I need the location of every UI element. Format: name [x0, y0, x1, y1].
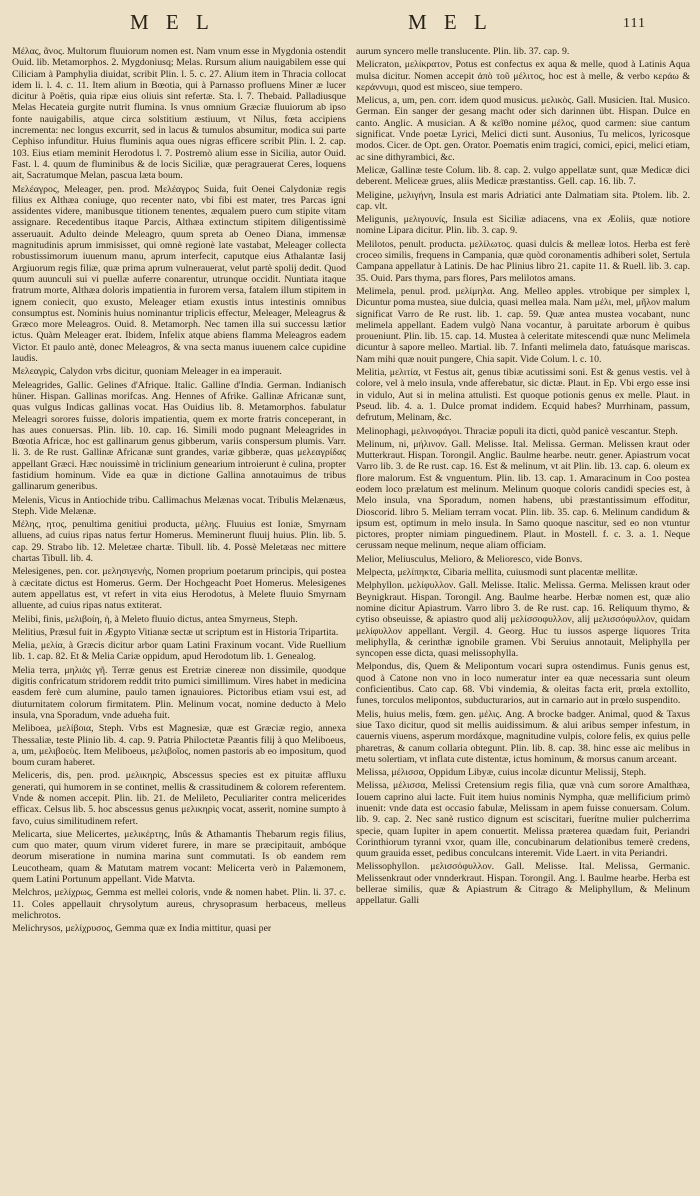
- dictionary-entry: Melphyllon. μελίφυλλον. Gall. Melisse. Italic. Melissa. Germa. Melissen kraut oder Beynigkraut. Hispan. Torongil. Ang. Baulme hearbe. Herbæ nomen est, quæ alio nomine dicitur Apiastrum. Varro libro 3. de Re rust. cap. 16. Reliquum thymo, & cytiso obseuisse, & apiastro quod alij μελίσσοφυλλον, alij μελισσόφυλλον, quidam μελίφυλλον appellant. Vergil. 4. Georg. Huc tu iussos asperge liquores Trita meliphylla, & cerinthæ ignobile gramen. Vbi Seruius annotauit, Meliphylla per syncopen esse dicta, quasi melissophylla.: [356, 580, 690, 660]
- dictionary-entry: Melenis, Vicus in Antiochide tribu. Callimachus Melænas vocat. Tribulis Melænæus, Steph. Vide Melænæ.: [12, 494, 346, 517]
- dictionary-entry: Melis, huius melis, fœm. gen. μέλις. Ang. A brocke badger. Animal, quod & Taxus siue Taxo dicitur, quod sit mellis auidissimum. & alui aribus semper infestum, in cauernis viuens, asperum mordáxque, magnitudine vulpis, colore felis, ex quius pelle pharetras, & canum collaria obtegunt. Plin. lib. 8. cap. 38. hinc esse aic melibus in metu solertiam, vt inflata cute distentæ, ictus hominum, & morsus canum arceant.: [356, 708, 690, 765]
- dictionary-entry: Melissophyllon. μελισσόφυλλον. Gall. Melisse. Ital. Melissa, Germanic. Melissenkraut oder vnnderkraut. Hispan. Torongil. Ang. l. Baulme hearbe. Herba est bellerae similis, quæ & Apiastrum & Citrago & Meliphyllum, & Melinum appellatur. Galli: [356, 861, 690, 907]
- dictionary-entry: Melchros, μελίχρως, Gemma est mellei coloris, vnde & nomen habet. Plin. li. 37. c. 11. Coles appellauit chrysolytum aureus, chrysoprasum herbaceus, melleus melichrotos.: [12, 887, 346, 921]
- dictionary-entry: aurum syncero melle translucente. Plin. lib. 37. cap. 9.: [356, 46, 570, 57]
- dictionary-entry: Melimela, penul. prod. μελίμηλα. Ang. Melleo apples. vtrobique per simplex l, Dicuntur poma mustea, siue dulcia, quasi mellea mala. Nam μέλι, mel, μῆλον malum significat Varro de Re rust. lib. 1. cap. 59. Quæ antea mustea vocabant, nunc melimela appellant. Eadem vulgò Nana vocantur, à paruitate arborum è quibus proueniunt. Plin. lib. 15. cap. 14. Mustea à celeritate mitescendi quæ nunc Melimela dicuntur à sapore melleo. Martial. lib. 7. Infanti melimela dato, fatuásque mariscas. Nam mihi quæ nouit pungere, Chia sapit. Vide Colum. l. c. 10.: [356, 285, 690, 365]
- dictionary-entry: Melicus, a, um, pen. corr. idem quod musicus. μελικὸς. Gall. Musicien. Ital. Musico. German. Ein sanger der gesang macht oder sich darinnen übt. Hispan. Dulce en canto. Anglic. A musician. A & κεῖθο nomine μέλος, quod carmen: siue cantum significat. Vnde poetæ Lyrici, Melici dicti sunt. Ausonius, Tu melicos, lyricosque modos. Cicer. de Opt. gen. Orator. Poematis enim tragici, comici, epici, melici etiam, ac sine dithyrambici, &c.: [356, 95, 690, 163]
- dictionary-entry: Μελέαγρος, Meleager, pen. prod. Μελέαγρος Suida, fuit Oenei Calydoniæ regis filius ex Althæa coniuge, quo recenter nato, vbi fibi est mater, tres Parcas igni assidentes videre, manibusque titionem tenentes, æqualem puero cum stipite vitam assignare. Recedentibus itaque Parcis, Althæa extinctum stipitem diligentissimè asseruauit. Adulto deinde Meleagro, quum spreta ab Oeneo Diana, immensæ magnitudinis aprum immisisset, qui omnè regionè late vastabat, Meleager collecta robustissimorum iuuenum manu, aprum interfecit, caputque eius Athalantæ Iasij Argiuorum regis filiæ, quæ prima aprum vulnerauerat, velut partè spolij dedit. Quod quum auunculi sui vi puellæ auferre conarentur, utrunque occidit. Nuntiata itaque fratrum morte, Althæa doloris impatientia in furorem versa, fatalem illum stipitem in ignem coniecit, quo exusto, Meleager etiam exustis intus intestinis omnibus consumptus est. Nominis huius nominantur triplicis effectur, Meleager, Meleagrus & Græco more Meleagros. Ouid. 8. Metamorph. Nec tamen illa sui successu lætior ictus. Quàm Meleager erat. Ibidem, Infelix atque abiens flamma Meleagros eadem Victor. Et paulo antè, donec Meleagros, & vna secta manus iuuenem calce cupidine laudis.: [12, 183, 346, 365]
- dictionary-entry: Μέλας, ᾶνος. Multorum fluuiorum nomen est. Nam vnum esse in Mygdonia ostendit Ouid. lib. Metamorphos. 2. Mygdoniusq; Melas. Rursum alium nauigabilem esse qui Ciliciam à Pamphylia diuidat, scribit Plin. l. 5. c. 27. Alium item in Thracia collocat idem li. l. 4. c. 11. Item alium in Bœotia, qui à Parnasso profluens Miner æ lucer dicitur à Poëtis, quia ripæ eius oliuis sint refertæ. Sta. l. 7. Thebaid. Palladiusque Melas Hecateia gurgite nutrit flumina. Is vnus omnium Græciæ fluuiorum ab ipso fonte nauigabilis, atque circa solstitium æstiuum, vt Nilus, fœta accipiens incrementa: nec longus excurrit, sed in lacus & tumulos absumitur, modica sui parte Cephiso infunditur. Huius fluminis aqua oues nigras efficere scribit Plin. l. 2. cap. 103. Eius etiam meminit Herodotus l. 7. Postremò alium esse in Sicilia, autor Ouid. Fast. l. 4. quum de fluminibus & de locis Siciliæ, quæ peragrauerat Ceres, loquens ait, Sacratumque Melan, pascua læta boum.: [12, 46, 346, 182]
- dictionary-entry: Μέλης, ητος, penultima genitiui producta, μέλης. Fluuius est Ioniæ, Smyrnam alluens, ad cuius ripas natus fertur Homerus. Meminerunt fluuij huius. Plin. lib. 5. cap. 29. Strabo lib. 12. Meletæe chartæ. Tibull. lib. 4. Possè Meletæas nec mittere chartas Tibull. lib. 4.: [12, 519, 346, 565]
- dictionary-entry: Melpondus, dis, Quem & Melipontum vocari supra ostendimus. Funis genus est, quod à Catone non vno in loco numeratur inter ea quæ necessaria sunt oleum conficientibus. Cato cap. 68. Vbi vindemia, & oleitas facta erit, prœla extollito, funes, torculos melipontos, subducturarios, aut in carnario aut in prœlo suspendito.: [356, 661, 690, 707]
- text-columns: [12, 46, 690, 937]
- dictionary-entry: Melinum, ni, μήλινον. Gall. Melisse. Ital. Melissa. German. Melissen kraut oder Mutterkraut. Hispan. Torongil. Anglic. Baulme hearbe. neutr. gener. Apiastrum vocat Varro lib. 3. de Re rust. cap. 16. Est & melinum, vt ait Plin. lib. 13. cap. 6. oleum ex flore malorum. Est & vnguentum. Plin. lib. 13. cap. 1. Amaracinum in Coo postea eodem loco prælatum est melinum. Melinum quoque coloris candidi species est, à Melo insula, vna Sporadum, nomen habens, ubi præstantissimum effoditur, Dioscorid. libro 5. Meliam terram vocat. Plin. lib. 35. cap. 6. Melinum candidum & ipsum est, optimum in melo insula. In Samo quoque nascitur, sed eo non vtuntur pictores, propter nimiam pinguedinem. Plaut. in Mostell. f. c. 3. a. 1. Neque cerussam neque melinum, neque aliam officiam.: [356, 438, 690, 552]
- dictionary-entry: Meligine, μελιγήνη, Insula est maris Adriatici ante Dalmatiam sita. Ptolem. lib. 2. cap. vlt.: [356, 189, 690, 212]
- dictionary-entry: Melitia, μελιτία, vt Festus ait, genus tibiæ acutissimi soni. Est & genus vestis. vel à colore, vel à melo insula, vnde afferebatur, sic dictæ. Plaut. in Ep. Vbi ergo esse insi in vidulo, Aut si in melina attulisti. Est quoque potionis genus ex melle. Plaut. in Pseud. lib. 4. a. 1. Dulce promat indidem. Ecquid habes? Murrhinam, passum, defrutum, Melinam, &c.: [356, 367, 690, 424]
- dictionary-entry: Melia, μελία, à Græcis dicitur arbor quam Latini Fraxinum vocant. Vide Ruellium lib. 1. cap. 82. Et & Melia Cariæ oppidum, apud Herodotum lib. 1. Genealog.: [12, 640, 346, 663]
- dictionary-entry: Melichrysos, μελίχρυσος, Gemma quæ ex India mittitur, quasi per: [12, 923, 272, 935]
- dictionary-entry: Melinophagi, μελινοφάγοι. Thraciæ populi ita dicti, quòd panicè vescantur. Steph.: [356, 425, 678, 437]
- page-header: [12, 6, 690, 46]
- dictionary-entry: Meliceris, dis, pen. prod. μελικηρὶς, Abscessus species est ex pituitæ affluxu generati, qui humorem in se continet, mellis & crassitudinem & colorem referentem. Vnde & nomen accepit. Plin. lib. 21. de Melileto, Peculiariter contra melicerides efficax. Celsus lib. 5. hoc abscessus genus μελικηρὶς vocat, asserit, nomine sumpto à favo, cuius similitudinem refert.: [12, 770, 346, 827]
- dictionary-entry: Meligunis, μελιγουνίς, Insula est Siciliæ adiacens, vna ex Æoliis, quæ notiore nomine Lipara dicitur. Plin. lib. 3. cap. 9.: [356, 214, 690, 237]
- dictionary-entry: Melicæ, Gallinæ teste Colum. lib. 8. cap. 2. vulgo appellatæ sunt, quæ Medicæ dici deberent. Meliceæ grues, aliis Medicæ præstantiss. Gell. cap. 16. lib. 7.: [356, 164, 690, 188]
- dictionary-entry: Melicarta, siue Melicertes, μελικέρτης, Inûs & Athamantis Thebarum regis filius, cum quo mater, quum virum videret furere, in mare se præcipitauit, ambóque deorum miseratione in numina marina sunt commutati. Is ob eandem rem Leucotheam, quam & Matutam matrem vocant: Melicerta verò in Palæmonem, quem Latini Portunum appellant. Vide Matvta.: [12, 828, 346, 886]
- dictionary-entry: Melissa, μέλισσα, Melissi Cretensium regis filia, quæ vnà cum sorore Amalthæa, Iouem caprino alui lacte. Fuit item huius nominis Nympha, quæ mellificium primò inuenit: vnde data est occasio fabulæ, Melissam in apem fuisse conuersam. Colum. lib. 9. cap. 2. Nec sanè rustico dignum est sciscitari, fuerítne mulier pulcherrima specie, quam Iupiter in apem conuertit. Melissa præterea quædam fuit, Periandri Corinthiorum tyranni vxor, quam ille, concubinarum delationibus temerè credens, quum grauida esset, pedibus conculcans interemit. Vide Laert. in vita Periandri.: [356, 780, 690, 860]
- dictionary-entry: Melibi, finis, μελιβοίη, ἡ, à Meleto fluuio dictus, antea Smyrneus, Steph.: [12, 613, 298, 625]
- dictionary-entry: Melicraton, μελίκρατον, Potus est confectus ex aqua & melle, quod à Latinis Aqua mulsa dicitur. Nomen accepit ἀπὸ τοῦ μέλιτος, hoc est à melle, & verbo κεράω & κεράννυμι, quod est misceo, siue tempero.: [356, 59, 690, 93]
- dictionary-entry: Melior, Meliusculus, Melioro, & Melioresco, vide Bonvs.: [356, 553, 583, 565]
- dictionary-entry: Μελεαγρὶς, Calydon vrbs dicitur, quoniam Meleager in ea imperauit.: [12, 366, 282, 378]
- right-column: [356, 46, 690, 937]
- dictionary-entry: Meliboea, μελίβοια, Steph. Vrbs est Magnesiæ, quæ est Græciæ regio, annexa Thessaliæ, teste Plinio lib. 4. cap. 9. Patria Philoctetæ Pæantis filij à quo Meliboeus, a, um, μελιβοεὺς. Item Meliboeus, μελιβοῖος, nomen pastoris ab eo impositum, quod boum curam haberet.: [12, 723, 346, 769]
- dictionary-entry: Melitius, Præsul fuit in Ægypto Vitianæ sectæ ut scriptum est in Historia Tripartita.: [12, 626, 339, 638]
- running-head-center: M E L: [408, 10, 493, 34]
- dictionary-entry: Meleagrides, Gallic. Gelines d'Afrique. Italic. Galline d'India. German. Indianisch hüner. Hispan. Gallinas morifcas. Ang. Hennes of Afrike. Gallinæ Africanæ sunt, quas vulgus Indicas gallinas vocat. Has Ouidius lib. 8. Metamorphos. fabulatur Meleagri sorores fuisse, doloris impatientia, quem ex morte fratris conceperant, in has aues conuersas. Plin. lib. 10. cap. 16. Simili modo pugnant Meleagrides in Bœotia Africæ, hoc est gallinarum genus gibberum, variis conspersum plumis. Varr. li. 3. de Re rust. Gallinæ Africanæ sunt grandes, variæ gibberæ, quas μελεαγρίδας appellant Græci. Hæc nouissimè in triclinium genearium introierunt è culina, propter fastidium hominum. Vide ea quæ in dictione Gallina annotauimus de tribus gallinarum generibus.: [12, 379, 346, 493]
- dictionary-entry: Melpecta, μελίπηκτα, Cibaria mellita, cuiusmodi sunt placentæ mellitæ.: [356, 567, 638, 579]
- left-column: [12, 46, 346, 937]
- dictionary-entry: Melilotos, penult. producta. μελίλωτος. quasi dulcis & melleæ lotos. Herba est ferè croceo similis, frequens in Campania, quæ quòd coronamentis adhiberi solet, Sertula Campana appellatur à Latinis. De hac Plinius libro 21. capite 11. & Ruell. lib. 3. cap. 35. Ouid. Pars thyma, pars flores, Pars melilotos amans.: [356, 238, 690, 284]
- running-head-left: M E L: [130, 10, 215, 34]
- dictionary-entry: Melissa, μέλισσα, Oppidum Libyæ, cuius incolæ dicuntur Melissij, Steph.: [356, 767, 647, 779]
- dictionary-entry: Melesigenes, pen. cor. μελησιγενὴς, Nomen proprium poetarum principis, qui postea à cæcitate dictus est Homerus. Germ. Der Hochgeacht Poet Homerus. Melesigenes autem appellatus est, vt refert in vita eius Herodotus, à Melete fluuio Smyrnam alluente, ad cuius ripas natus extiterat.: [12, 566, 346, 612]
- dictionary-entry: Melia terra, μηλιὰς γῆ. Terræ genus est Eretriæ cinereæ non dissimile, quodque digitis confricatum stridorem reddit trito pumici simillimum. Vires habet in medicina easdem ferè cum alumine, paulo tamen ignauiores. Pictoribus etiam vsui est, ad diuturnitatem colorum firmitatem. Plin. Melinum vocat, nomine deducto à Melo insula, vna Sporadum, vnde adueha fuit.: [12, 664, 346, 721]
- page-number: 111: [623, 16, 646, 31]
